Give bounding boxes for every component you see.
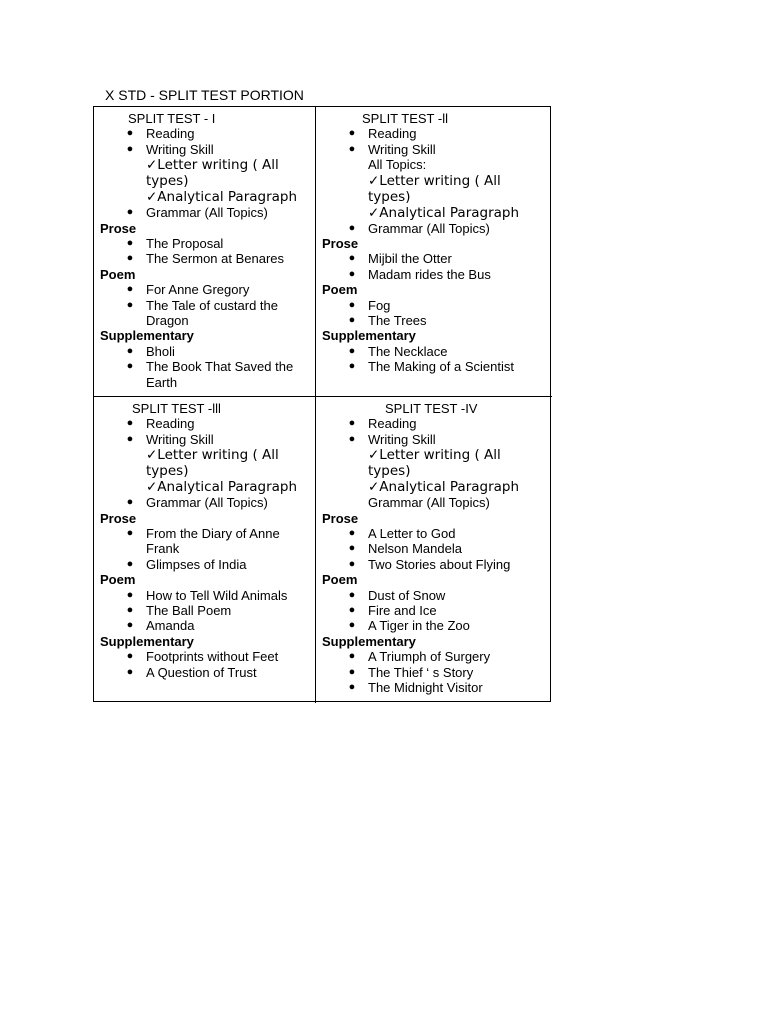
prose-heading: Prose: [100, 220, 137, 236]
prose-list: [322, 526, 546, 572]
split-test-title: SPLIT TEST -IV: [385, 401, 478, 416]
poem-heading: Poem: [322, 572, 358, 588]
bullet-icon: ●: [126, 206, 134, 219]
supplementary-list: [100, 649, 309, 680]
bullet-icon: ●: [348, 432, 356, 445]
bullet-icon: ●: [126, 417, 134, 430]
split-test-title: SPLIT TEST -lll: [132, 401, 221, 416]
list-item: ● The Tale of custard the Dragon: [100, 298, 309, 329]
list-item: ● The Proposal: [100, 236, 309, 251]
bullet-icon: ●: [348, 542, 356, 555]
writing-item: ✓Analytical Paragraph: [368, 479, 520, 496]
list-item: ● Footprints without Feet: [100, 649, 309, 664]
supplementary-list: [322, 649, 546, 695]
list-item: ● Mijbil the Otter: [322, 251, 546, 266]
supplementary-heading: Supplementary: [100, 328, 194, 344]
list-item: ● Fire and Ice: [322, 603, 546, 618]
list-item: ● Glimpses of India: [100, 557, 309, 572]
bullet-icon: ●: [126, 527, 134, 540]
list-item: ● A Letter to God: [322, 526, 546, 541]
grammar-item: Grammar (All Topics): [368, 495, 490, 511]
prose-list: [100, 526, 309, 572]
bullet-icon: ●: [348, 252, 356, 265]
split-test-title: SPLIT TEST - I: [128, 111, 216, 126]
poem-heading: Poem: [322, 282, 358, 298]
bullet-icon: ●: [126, 650, 134, 663]
list-item: ● Dust of Snow: [322, 588, 546, 603]
bullet-icon: ●: [348, 360, 356, 373]
skills-list: [100, 126, 309, 157]
prose-list: [322, 251, 546, 282]
list-item: ● The Making of a Scientist: [322, 359, 546, 374]
bullet-icon: ●: [348, 588, 356, 601]
list-item: ● The Book That Saved the Earth: [100, 359, 309, 390]
supplementary-list: [322, 344, 546, 375]
writing-item: ✓Analytical Paragraph: [368, 204, 520, 221]
bullet-icon: ●: [126, 496, 134, 509]
supplementary-heading: Supplementary: [322, 328, 416, 344]
bullet-icon: ●: [348, 527, 356, 540]
skills-list: [100, 416, 309, 447]
bullet-icon: ●: [348, 604, 356, 617]
poem-heading: Poem: [100, 266, 136, 282]
bullet-icon: ●: [348, 650, 356, 663]
topics-note: All Topics:: [368, 157, 427, 173]
writing-item: ✓Letter writing ( All types): [368, 447, 501, 480]
grammar-item: ● Grammar (All Topics): [322, 221, 546, 236]
bullet-icon: ●: [348, 681, 356, 694]
list-item: ● A Question of Trust: [100, 665, 309, 680]
split-test-2-cell: [316, 107, 552, 397]
bullet-icon: ●: [126, 432, 134, 445]
list-item: ● Writing Skill: [100, 142, 309, 157]
writing-item: ✓Letter writing ( All types): [146, 447, 279, 480]
bullet-icon: ●: [126, 298, 134, 311]
list-item: ● From the Diary of Anne Frank: [100, 526, 309, 557]
bullet-icon: ●: [348, 298, 356, 311]
list-item: ● The Thief ‘ s Story: [322, 665, 546, 680]
bullet-icon: ●: [126, 142, 134, 155]
split-test-table: [93, 106, 551, 702]
writing-item: ✓Letter writing ( All types): [368, 172, 501, 205]
list-item: ● The Midnight Visitor: [322, 680, 546, 695]
list-item: ● Reading: [322, 416, 546, 431]
prose-heading: Prose: [322, 236, 359, 252]
prose-heading: Prose: [322, 510, 359, 526]
bullet-icon: ●: [126, 252, 134, 265]
bullet-icon: ●: [348, 127, 356, 140]
supplementary-heading: Supplementary: [322, 633, 416, 649]
list-item: ● How to Tell Wild Animals: [100, 588, 309, 603]
list-item: ● For Anne Gregory: [100, 282, 309, 297]
list-item: ● Writing Skill: [322, 432, 546, 447]
bullet-icon: ●: [126, 237, 134, 250]
bullet-icon: ●: [348, 557, 356, 570]
bullet-icon: ●: [126, 619, 134, 632]
bullet-icon: ●: [348, 344, 356, 357]
list-item: ● A Tiger in the Zoo: [322, 618, 546, 633]
list-item: ● Writing Skill: [322, 142, 546, 157]
bullet-icon: ●: [126, 557, 134, 570]
list-item: ● Two Stories about Flying: [322, 557, 546, 572]
list-item: ● The Ball Poem: [100, 603, 309, 618]
list-item: ● Fog: [322, 298, 546, 313]
writing-item: ✓Letter writing ( All types): [146, 157, 279, 190]
bullet-icon: ●: [348, 221, 356, 234]
poem-list: [322, 298, 546, 329]
bullet-icon: ●: [126, 665, 134, 678]
bullet-icon: ●: [348, 665, 356, 678]
poem-list: [100, 282, 309, 328]
split-test-title: SPLIT TEST -ll: [362, 111, 448, 126]
bullet-icon: ●: [348, 619, 356, 632]
prose-heading: Prose: [100, 510, 137, 526]
supplementary-list: [100, 344, 309, 390]
bullet-icon: ●: [126, 127, 134, 140]
bullet-icon: ●: [126, 344, 134, 357]
skills-list: [322, 126, 546, 157]
bullet-icon: ●: [348, 417, 356, 430]
bullet-icon: ●: [126, 588, 134, 601]
poem-list: [322, 588, 546, 634]
list-item: ● Nelson Mandela: [322, 541, 546, 556]
bullet-icon: ●: [348, 267, 356, 280]
bullet-icon: ●: [126, 360, 134, 373]
list-item: ● Madam rides the Bus: [322, 267, 546, 282]
list-item: ● The Sermon at Benares: [100, 251, 309, 266]
bullet-icon: ●: [126, 283, 134, 296]
writing-item: ✓Analytical Paragraph: [146, 189, 298, 206]
supplementary-heading: Supplementary: [100, 633, 194, 649]
split-test-4-cell: [316, 397, 552, 703]
grammar-item: ● Grammar (All Topics): [100, 495, 309, 510]
list-item: ● Bholi: [100, 344, 309, 359]
list-item: ● Reading: [322, 126, 546, 141]
poem-list: [100, 588, 309, 634]
list-item: ● Reading: [100, 126, 309, 141]
poem-heading: Poem: [100, 572, 136, 588]
split-test-3-cell: [94, 397, 316, 703]
list-item: ● Amanda: [100, 618, 309, 633]
list-item: ● A Triumph of Surgery: [322, 649, 546, 664]
split-test-1-cell: [94, 107, 316, 397]
bullet-icon: ●: [348, 314, 356, 327]
list-item: ● Writing Skill: [100, 432, 309, 447]
writing-item: ✓Analytical Paragraph: [146, 479, 298, 496]
grammar-item: ● Grammar (All Topics): [100, 205, 309, 220]
bullet-icon: ●: [126, 604, 134, 617]
skills-list: [322, 416, 546, 447]
bullet-icon: ●: [348, 142, 356, 155]
page-title: X STD - SPLIT TEST PORTION: [105, 87, 304, 103]
list-item: ● The Necklace: [322, 344, 546, 359]
list-item: ● Reading: [100, 416, 309, 431]
prose-list: [100, 236, 309, 267]
list-item: ● The Trees: [322, 313, 546, 328]
